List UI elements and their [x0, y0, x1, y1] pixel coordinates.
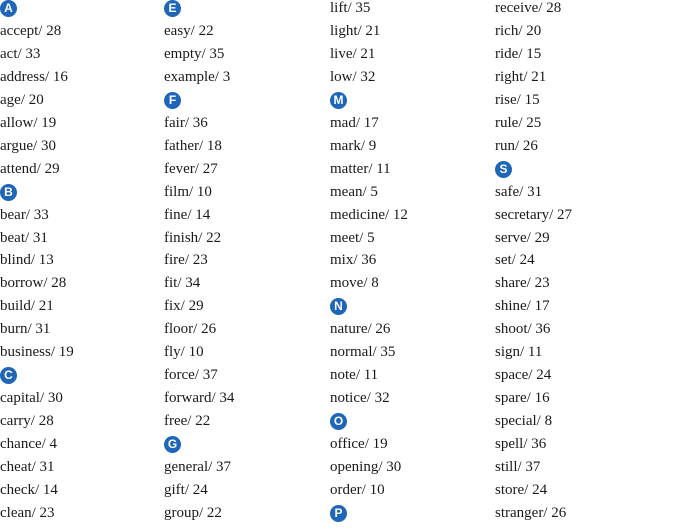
index-entry: blind/ 13 [0, 252, 54, 269]
index-entry: medicine/ 12 [330, 206, 408, 223]
index-entry: accept/ 28 [0, 22, 62, 39]
index-entry: easy/ 22 [164, 22, 214, 39]
section-letter-badge-b: B [0, 184, 17, 201]
index-entry: shine/ 17 [495, 298, 550, 315]
index-entry: light/ 21 [330, 22, 381, 39]
index-entry: rise/ 15 [495, 91, 540, 108]
section-letter-badge-c: C [0, 367, 17, 384]
index-entry: fire/ 23 [164, 252, 208, 269]
index-entry: beat/ 31 [0, 229, 48, 246]
index-entry: space/ 24 [495, 367, 552, 384]
index-entry: secretary/ 27 [495, 206, 573, 223]
section-letter-badge-n: N [330, 298, 347, 315]
index-entry: fit/ 34 [164, 275, 201, 292]
index-entry: run/ 26 [495, 137, 538, 154]
index-entry: low/ 32 [330, 68, 376, 85]
section-letter-badge-s: S [495, 161, 512, 178]
index-entry: clean/ 23 [0, 504, 55, 521]
index-entry: notice/ 32 [330, 390, 390, 407]
index-entry: empty/ 35 [164, 45, 225, 62]
index-entry: receive/ 28 [495, 0, 562, 16]
index-entry: set/ 24 [495, 252, 535, 269]
index-entry: fine/ 14 [164, 206, 211, 223]
index-entry: fever/ 27 [164, 160, 218, 177]
index-entry: live/ 21 [330, 45, 376, 62]
index-entry: special/ 8 [495, 413, 553, 430]
section-letter-badge-g: G [164, 436, 181, 453]
index-entry: rich/ 20 [495, 22, 542, 39]
index-entry: example/ 3 [164, 68, 231, 85]
index-entry: attend/ 29 [0, 160, 60, 177]
index-entry: still/ 37 [495, 459, 541, 475]
index-entry: forward/ 34 [164, 390, 235, 407]
index-entry: gift/ 24 [164, 481, 208, 498]
index-entry: fix/ 29 [164, 298, 204, 315]
index-entry: note/ 11 [330, 367, 379, 384]
index-entry: store/ 24 [495, 481, 548, 498]
index-entry: group/ 22 [164, 504, 222, 521]
index-entry: act/ 33 [0, 45, 41, 62]
index-entry: shoot/ 36 [495, 321, 551, 338]
index-entry: free/ 22 [164, 413, 211, 430]
index-entry: normal/ 35 [330, 344, 396, 361]
index-entry: build/ 21 [0, 298, 54, 315]
index-entry: address/ 16 [0, 68, 68, 85]
index-entry: finish/ 22 [164, 229, 222, 246]
index-entry: move/ 8 [330, 275, 379, 292]
index-entry: sign/ 11 [495, 344, 543, 361]
section-letter-badge-p: P [330, 505, 347, 522]
section-letter-badge-m: M [330, 92, 347, 109]
index-entry: mix/ 36 [330, 252, 377, 269]
index-entry: carry/ 28 [0, 413, 54, 430]
index-entry: share/ 23 [495, 275, 550, 292]
index-entry: check/ 14 [0, 481, 58, 498]
index-entry: mean/ 5 [330, 183, 378, 200]
index-entry: general/ 37 [164, 459, 232, 475]
index-entry: film/ 10 [164, 183, 212, 200]
index-entry: borrow/ 28 [0, 275, 67, 292]
index-entry: mark/ 9 [330, 137, 377, 154]
index-entry: business/ 19 [0, 344, 74, 361]
index-entry: argue/ 30 [0, 137, 56, 154]
index-entry: floor/ 26 [164, 321, 217, 338]
index-entry: mad/ 17 [330, 114, 379, 131]
index-entry: opening/ 30 [330, 459, 402, 475]
index-entry: right/ 21 [495, 68, 547, 85]
index-entry: lift/ 35 [330, 0, 371, 16]
index-entry: serve/ 29 [495, 229, 550, 246]
index-entry: ride/ 15 [495, 45, 542, 62]
index-entry: allow/ 19 [0, 114, 57, 131]
index-entry: office/ 19 [330, 436, 388, 453]
index-entry: spell/ 36 [495, 436, 547, 453]
index-entry: fair/ 36 [164, 114, 208, 131]
index-entry: nature/ 26 [330, 321, 391, 338]
index-entry: matter/ 11 [330, 160, 391, 177]
index-entry: father/ 18 [164, 137, 222, 154]
index-entry: spare/ 16 [495, 390, 550, 407]
index-entry: stranger/ 26 [495, 504, 567, 521]
index-entry: capital/ 30 [0, 390, 63, 407]
index-entry: order/ 10 [330, 481, 385, 498]
index-entry: cheat/ 31 [0, 459, 55, 475]
section-letter-badge-a: A [0, 0, 17, 17]
index-entry: meet/ 5 [330, 229, 375, 246]
index-entry: safe/ 31 [495, 183, 543, 200]
section-letter-badge-f: F [164, 92, 181, 109]
index-entry: bear/ 33 [0, 206, 49, 223]
index-entry: force/ 37 [164, 367, 218, 384]
index-entry: fly/ 10 [164, 344, 204, 361]
index-entry: chance/ 4 [0, 436, 58, 453]
section-letter-badge-o: O [330, 413, 347, 430]
index-entry: age/ 20 [0, 91, 44, 108]
index-entry: rule/ 25 [495, 114, 542, 131]
section-letter-badge-e: E [164, 0, 181, 17]
index-entry: burn/ 31 [0, 321, 51, 338]
